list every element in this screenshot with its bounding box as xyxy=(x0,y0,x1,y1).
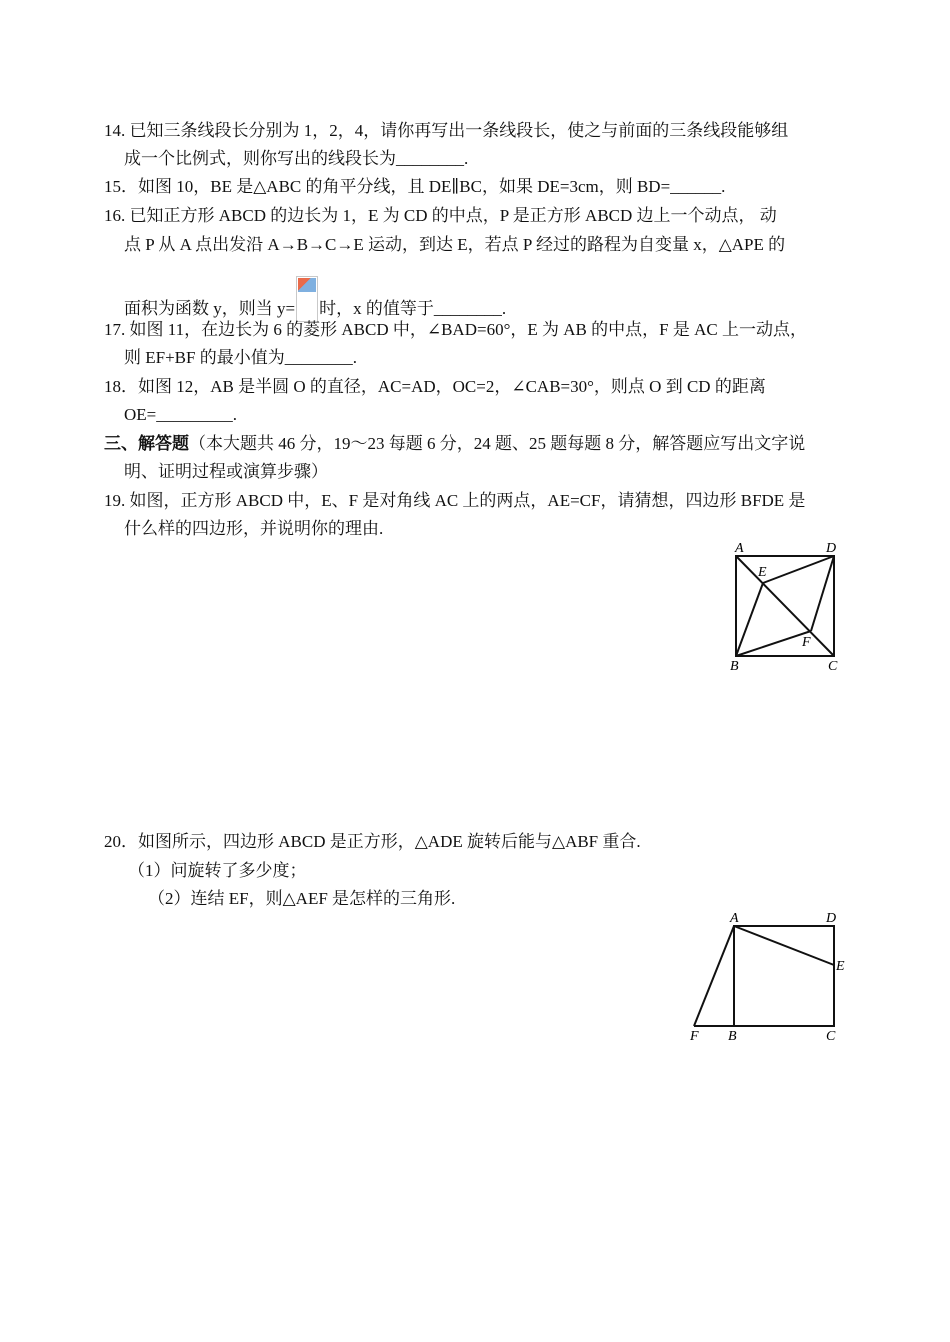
segment-be xyxy=(736,583,763,656)
label-c: C xyxy=(826,1029,836,1044)
label-e: E xyxy=(758,565,767,580)
label-b: B xyxy=(728,1029,737,1044)
label-d: D xyxy=(826,541,837,556)
label-f: F xyxy=(802,635,811,650)
q15-line1: 15．如图 10，BE 是△ABC 的角平分线，且 DE∥BC，如果 DE=3cm，则 BD=______. xyxy=(104,177,726,196)
q16-line3-pre: 面积为函数 y，则当 y= xyxy=(124,299,296,318)
q20-sub1: （1）问旋转了多少度； xyxy=(128,861,307,880)
segment-bf xyxy=(736,631,811,656)
label-c: C xyxy=(828,659,838,674)
segment-ed xyxy=(763,556,834,583)
q17-line2: 则 EF+BF 的最小值为________. xyxy=(124,348,357,367)
q20-line1: 20．如图所示，四边形 ABCD 是正方形，△ADE 旋转后能与△ABF 重合. xyxy=(104,832,641,851)
square-abcd xyxy=(734,926,834,1026)
q16-line3-post: 时，x 的值等于________. xyxy=(319,299,507,318)
label-d: D xyxy=(826,911,837,926)
figure-q20 xyxy=(688,908,854,1048)
q16-line3 xyxy=(124,276,506,322)
q16-line1: 16. 已知正方形 ABCD 的边长为 1，E 为 CD 的中点，P 是正方形 ABCD 边上一个动点， 动 xyxy=(104,206,777,225)
q16-line2: 点 P 从 A 点出发沿 A→B→C→E 运动，到达 E，若点 P 经过的路程为自变量 x，△APE 的 xyxy=(124,235,786,254)
q18-line1: 18．如图 12，AB 是半圆 O 的直径，AC=AD，OC=2，∠CAB=30°，则点 O 到 CD 的距离 xyxy=(104,377,766,396)
section3-line1 xyxy=(104,433,805,455)
q17-line1: 17. 如图 11，在边长为 6 的菱形 ABCD 中，∠BAD=60°，E 为 AB 的中点，F 是 AC 上一动点， xyxy=(104,320,807,339)
section3-heading: 三、解答题 xyxy=(104,434,189,453)
segment-af xyxy=(694,926,734,1026)
label-b: B xyxy=(730,659,739,674)
q14-line2: 成一个比例式，则你写出的线段长为________. xyxy=(124,149,469,168)
section3-desc: （本大题共 46 分，19～23 每题 6 分，24 题、25 题每题 8 分，解答题应写出文字说 xyxy=(189,434,806,453)
segment-ae xyxy=(734,926,834,965)
label-a: A xyxy=(735,541,744,556)
broken-image-icon xyxy=(296,276,318,322)
q18-line2: OE=_________. xyxy=(124,405,237,424)
section3-line2: 明、证明过程或演算步骤） xyxy=(124,462,328,481)
label-e: E xyxy=(836,959,845,974)
segment-fd xyxy=(811,556,834,631)
q19-line1: 19. 如图，正方形 ABCD 中，E、F 是对角线 AC 上的两点，AE=CF，请猜想，四边形 BFDE 是 xyxy=(104,491,806,510)
figure-q19 xyxy=(726,538,848,678)
q19-line2: 什么样的四边形，并说明你的理由. xyxy=(124,519,384,538)
label-a: A xyxy=(730,911,739,926)
label-f: F xyxy=(690,1029,699,1044)
q20-sub2: （2）连结 EF，则△AEF 是怎样的三角形. xyxy=(148,889,456,908)
q14-line1: 14. 已知三条线段长分别为 1，2，4，请你再写出一条线段长，使之与前面的三条线段能够组 xyxy=(104,121,789,140)
